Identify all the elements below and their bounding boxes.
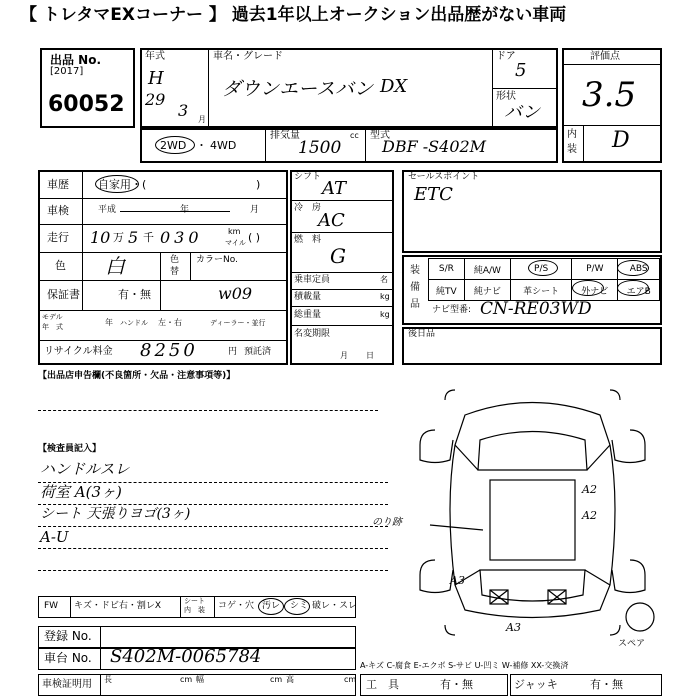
drive-4wd: 4WD bbox=[210, 139, 237, 152]
cert-unit-5: 高 bbox=[286, 675, 294, 684]
displacement-value: 1500 bbox=[298, 138, 342, 158]
history-label: 車歴 bbox=[47, 178, 69, 191]
color-label: 色 bbox=[55, 259, 66, 272]
navi-value: CN-RE03WD bbox=[480, 299, 592, 319]
color-change-2: 替 bbox=[170, 267, 180, 277]
history-close: ) bbox=[256, 178, 261, 191]
registration-label: 登録 No. bbox=[44, 629, 92, 643]
sales-point-value: ETC bbox=[414, 184, 453, 205]
color-change-1: 色 bbox=[170, 255, 180, 265]
equip-ext-navi: 外ナビ bbox=[572, 280, 618, 301]
color-value: 白 bbox=[105, 254, 125, 278]
equip-tv: 純TV bbox=[429, 280, 465, 301]
diag-mark-1: A2 bbox=[582, 483, 597, 496]
fuel-value: G bbox=[330, 244, 346, 268]
ac-value: AC bbox=[318, 210, 345, 231]
defect-items-2: コゲ・穴 bbox=[218, 601, 255, 611]
drive-sep: ・ bbox=[196, 139, 207, 152]
later-items-label: 後日品 bbox=[408, 329, 436, 339]
defect-items-1: キズ・ドビ右・割レX bbox=[74, 601, 161, 611]
cert-unit-1: 長 bbox=[104, 675, 112, 684]
equip-airbag: エアB bbox=[618, 280, 660, 301]
spare-label: スペア bbox=[618, 639, 646, 649]
shape-label: 形状 bbox=[496, 91, 516, 102]
load-label: 積載量 bbox=[294, 292, 322, 302]
warranty-options: 有・無 bbox=[118, 288, 151, 301]
shift-value: AT bbox=[322, 178, 347, 199]
equip-ps: P/S bbox=[511, 259, 572, 280]
interior-value: D bbox=[612, 128, 630, 153]
name-change-unit: 月日 bbox=[340, 351, 392, 360]
color-code: w09 bbox=[218, 284, 253, 303]
inspection-year-unit: 年 bbox=[180, 205, 190, 215]
dealer-options: ディーラー・並行 bbox=[210, 319, 266, 327]
car-label: 車名・グレード bbox=[213, 51, 283, 62]
model-year-unit: 年 bbox=[105, 318, 113, 327]
equip-pw: P/W bbox=[572, 259, 618, 280]
model-year-label-1: モデル bbox=[42, 313, 63, 321]
displacement-unit: cc bbox=[350, 131, 359, 140]
score-value: 3.5 bbox=[582, 75, 637, 115]
sales-point-box bbox=[402, 170, 662, 253]
diag-mark-2: A2 bbox=[582, 509, 597, 522]
car-name: ダウンエースバン bbox=[222, 78, 374, 100]
mileage-label: 走行 bbox=[47, 231, 69, 244]
shift-label: シフト bbox=[294, 172, 322, 182]
year-era: H bbox=[148, 68, 164, 89]
defect-items-4: シミ bbox=[290, 601, 309, 611]
capacity-unit: 名 bbox=[380, 275, 388, 284]
cert-unit-6: cm bbox=[344, 675, 357, 684]
diag-annotation: のり跡 bbox=[372, 517, 402, 528]
year-month-unit: 月 bbox=[198, 115, 206, 124]
recycle-note: 預託済 bbox=[244, 347, 272, 357]
legend: A-キズ C-腐食 E-エクボ S-サビ U-凹ミ W-補修 XX-交換済 bbox=[360, 661, 569, 670]
header-title: 【 トレタマEXコーナー 】 過去1年以上オークション出品歴がない車両 bbox=[20, 5, 567, 25]
diag-mark-3: A3 bbox=[450, 574, 465, 587]
equip-sr: S/R bbox=[429, 259, 465, 280]
later-items-box bbox=[402, 327, 662, 365]
load-unit: kg bbox=[380, 292, 390, 301]
displacement-label: 排気量 bbox=[270, 130, 300, 141]
tools-options: 有・無 bbox=[440, 678, 473, 691]
chassis-label: 車台 No. bbox=[44, 651, 92, 665]
score-label: 評価点 bbox=[590, 51, 620, 62]
mileage-paren: ( ) bbox=[248, 231, 261, 244]
inspector-line-1: ハンドルスレ bbox=[40, 460, 130, 478]
mileage-man: 10 bbox=[90, 228, 111, 247]
defect-seat-2: 内 装 bbox=[184, 606, 205, 614]
doors-value: 5 bbox=[515, 60, 527, 81]
warranty-label: 保証書 bbox=[47, 288, 80, 301]
lot-number: 60052 bbox=[48, 92, 125, 117]
year-label: 年式 bbox=[145, 51, 165, 62]
interior-label-2: 装 bbox=[567, 144, 577, 155]
year-value: 29 bbox=[145, 90, 166, 109]
car-grade: DX bbox=[380, 76, 408, 97]
year-month: 3 bbox=[178, 101, 189, 120]
drive-2wd: 2WD bbox=[160, 139, 187, 152]
cert-label: 車検証明用 bbox=[42, 679, 92, 690]
equip-navi: 純ナビ bbox=[464, 280, 510, 301]
inspection-label: 車検 bbox=[47, 204, 69, 217]
mileage-rest: 030 bbox=[160, 228, 203, 247]
equip-abs: ABS bbox=[618, 259, 660, 280]
info-grid bbox=[38, 170, 288, 365]
equip-side-1: 装 bbox=[410, 265, 420, 276]
model-value: DBF -S402M bbox=[382, 137, 487, 156]
capacity-label: 乗車定員 bbox=[294, 275, 331, 285]
mileage-unit-mile: マイル bbox=[225, 239, 246, 247]
cert-unit-3: 幅 bbox=[196, 675, 204, 684]
shape-value: バン bbox=[504, 102, 540, 123]
inspector-line-2: 荷室 A(3ヶ) bbox=[40, 483, 122, 501]
mileage-sen: 5 bbox=[128, 228, 139, 247]
gross-unit: kg bbox=[380, 310, 390, 319]
handle-options: 左・右 bbox=[158, 318, 182, 327]
lot-year-tag: [2017] bbox=[50, 66, 84, 77]
gross-label: 総重量 bbox=[294, 310, 322, 320]
name-change-label: 名変期限 bbox=[294, 329, 331, 339]
doors-label: ドア bbox=[496, 51, 516, 62]
chassis-value: S402M-0065784 bbox=[110, 646, 262, 667]
interior-label-1: 内 bbox=[567, 129, 577, 140]
inspection-strike bbox=[120, 211, 230, 212]
inspector-label: 【検査員記入】 bbox=[38, 444, 102, 454]
fuel-label: 燃 料 bbox=[294, 235, 322, 245]
model-year-label-2: 年 式 bbox=[42, 323, 63, 331]
cert-unit-2: cm bbox=[180, 675, 193, 684]
header-bar bbox=[0, 0, 700, 34]
equip-aw: 純A/W bbox=[464, 259, 510, 280]
color-code-label: カラーNo. bbox=[196, 255, 238, 265]
recycle-unit: 円 bbox=[228, 347, 238, 357]
inspection-month-unit: 月 bbox=[250, 205, 260, 215]
recycle-value: 8250 bbox=[140, 340, 198, 361]
mileage-unit-km: km bbox=[228, 227, 241, 236]
inspection-era: 平成 bbox=[98, 205, 117, 215]
diag-mark-4: A3 bbox=[506, 621, 521, 634]
equip-leather: 革シート bbox=[511, 280, 572, 301]
mileage-man-unit: 万 bbox=[113, 231, 124, 244]
car-diagram bbox=[395, 385, 670, 640]
tools-label: 工 具 bbox=[366, 678, 399, 691]
inspector-line-4: A-U bbox=[40, 528, 69, 546]
inspector-line-3: シート 天張りヨゴ(3ヶ) bbox=[40, 506, 191, 522]
sales-point-label: セールスポイント bbox=[408, 172, 480, 182]
defect-fw: FW bbox=[44, 601, 59, 611]
defect-seat-1: シート bbox=[184, 597, 205, 605]
jack-label: ジャッキ bbox=[514, 678, 558, 691]
defect-items-3: 汚レ bbox=[262, 601, 281, 611]
lot-label: 出品 No. bbox=[50, 53, 102, 67]
defect-items-5: 破レ・スレ bbox=[312, 601, 358, 611]
ac-label: 冷 房 bbox=[294, 203, 322, 213]
seller-notes-label: 【出品店申告欄(不良箇所・欠品・注意事項等)】 bbox=[38, 371, 236, 381]
recycle-label: リサイクル料金 bbox=[44, 346, 113, 357]
equip-side-2: 備 bbox=[410, 282, 420, 293]
jack-options: 有・無 bbox=[590, 678, 623, 691]
navi-label: ナビ型番: bbox=[432, 305, 472, 315]
cert-unit-4: cm bbox=[270, 675, 283, 684]
model-label: 型式 bbox=[370, 130, 390, 141]
mileage-sen-unit: 千 bbox=[143, 231, 154, 244]
history-options: 自家用・( bbox=[98, 178, 147, 191]
equip-side-3: 品 bbox=[410, 299, 420, 310]
handle-label: ハンドル bbox=[120, 319, 148, 327]
